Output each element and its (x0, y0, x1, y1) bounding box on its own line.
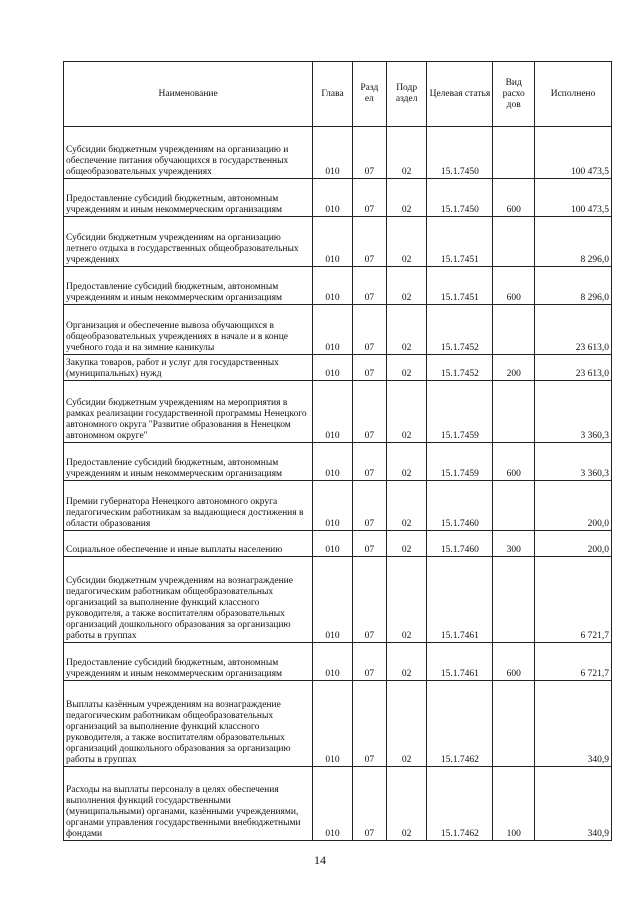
row-section: 07 (352, 179, 386, 217)
row-section: 07 (352, 767, 386, 841)
table-row (64, 481, 612, 531)
row-subsection: 02 (386, 767, 427, 841)
row-expense-type (493, 681, 535, 767)
table-row (64, 355, 612, 381)
row-subsection: 02 (386, 179, 427, 217)
row-amount: 340,9 (535, 767, 612, 841)
row-subsection: 02 (386, 681, 427, 767)
header-expense-type: Вид расхо дов (493, 62, 535, 127)
table-row (64, 531, 612, 557)
row-amount: 6 721,7 (535, 557, 612, 643)
row-expense-type (493, 557, 535, 643)
row-amount: 8 296,0 (535, 267, 612, 305)
row-expense-type (493, 217, 535, 267)
table-row (64, 557, 612, 643)
row-name: Субсидии бюджетным учреждениям на организацию и обеспечение питания обучающихся в государственных общеобразовательных учреждениях (64, 127, 313, 179)
table-body (64, 127, 612, 841)
row-expense-type: 600 (493, 643, 535, 681)
row-article: 15.1.7451 (427, 267, 493, 305)
table-header-row (64, 62, 612, 127)
row-amount: 6 721,7 (535, 643, 612, 681)
row-name: Закупка товаров, работ и услуг для государственных (муниципальных) нужд (64, 355, 313, 381)
row-amount: 100 473,5 (535, 127, 612, 179)
row-amount: 8 296,0 (535, 217, 612, 267)
table-row (64, 179, 612, 217)
row-name: Организация и обеспечение вывоза обучающихся в общеобразовательных учреждениях в начале и в конце учебного года и на зимние каникулы (64, 305, 313, 355)
row-section: 07 (352, 643, 386, 681)
row-name: Выплаты казённым учреждениям на вознаграждение педагогическим работникам общеобразовательных организаций за выполнение функций классного руководителя, а также воспитателям образовательных организаций дошкольного образования за организацию работы в группах (64, 681, 313, 767)
row-name: Субсидии бюджетным учреждениям на мероприятия в рамках реализации государственной программы Ненецкого автономного округа "Развитие образования в Ненецком автономном округе" (64, 381, 313, 443)
row-amount: 23 613,0 (535, 355, 612, 381)
row-name: Предоставление субсидий бюджетным, автономным учреждениям и иным некоммерческим организациям (64, 443, 313, 481)
row-chapter: 010 (313, 355, 353, 381)
row-article: 15.1.7460 (427, 481, 493, 531)
row-section: 07 (352, 127, 386, 179)
row-chapter: 010 (313, 767, 353, 841)
row-article: 15.1.7460 (427, 531, 493, 557)
table-row (64, 267, 612, 305)
row-chapter: 010 (313, 481, 353, 531)
row-chapter: 010 (313, 179, 353, 217)
row-subsection: 02 (386, 217, 427, 267)
row-amount: 23 613,0 (535, 305, 612, 355)
row-amount: 3 360,3 (535, 381, 612, 443)
row-subsection: 02 (386, 643, 427, 681)
row-article: 15.1.7459 (427, 443, 493, 481)
table-row (64, 381, 612, 443)
row-amount: 200,0 (535, 481, 612, 531)
row-name: Предоставление субсидий бюджетным, автономным учреждениям и иным некоммерческим организациям (64, 643, 313, 681)
row-article: 15.1.7452 (427, 305, 493, 355)
row-chapter: 010 (313, 305, 353, 355)
row-subsection: 02 (386, 531, 427, 557)
row-name: Субсидии бюджетным учреждениям на организацию летнего отдыха в государственных общеобразовательных учреждениях (64, 217, 313, 267)
table-row (64, 305, 612, 355)
row-subsection: 02 (386, 381, 427, 443)
row-subsection: 02 (386, 355, 427, 381)
table-row (64, 681, 612, 767)
row-article: 15.1.7452 (427, 355, 493, 381)
header-subsection: Подр аздел (386, 62, 427, 127)
row-section: 07 (352, 481, 386, 531)
row-expense-type (493, 481, 535, 531)
row-chapter: 010 (313, 217, 353, 267)
row-amount: 100 473,5 (535, 179, 612, 217)
row-chapter: 010 (313, 443, 353, 481)
header-target-article: Целевая статья (427, 62, 493, 127)
row-article: 15.1.7459 (427, 381, 493, 443)
table-row (64, 643, 612, 681)
row-subsection: 02 (386, 481, 427, 531)
row-chapter: 010 (313, 127, 353, 179)
budget-table (63, 61, 612, 841)
row-section: 07 (352, 305, 386, 355)
row-subsection: 02 (386, 127, 427, 179)
row-chapter: 010 (313, 643, 353, 681)
row-section: 07 (352, 267, 386, 305)
row-section: 07 (352, 557, 386, 643)
header-name: Наименование (64, 62, 313, 127)
row-amount: 3 360,3 (535, 443, 612, 481)
row-amount: 200,0 (535, 531, 612, 557)
row-article: 15.1.7450 (427, 179, 493, 217)
row-chapter: 010 (313, 531, 353, 557)
row-section: 07 (352, 381, 386, 443)
row-section: 07 (352, 217, 386, 267)
row-chapter: 010 (313, 557, 353, 643)
header-section: Разд ел (352, 62, 386, 127)
row-section: 07 (352, 355, 386, 381)
header-executed: Исполнено (535, 62, 612, 127)
row-expense-type (493, 305, 535, 355)
row-name: Расходы на выплаты персоналу в целях обеспечения выполнения функций государственными (муниципальными) органами, казёнными учреждениями, органами управления государственными внебюджетными фондами (64, 767, 313, 841)
row-article: 15.1.7462 (427, 767, 493, 841)
row-section: 07 (352, 681, 386, 767)
row-name: Предоставление субсидий бюджетным, автономным учреждениям и иным некоммерческим организациям (64, 267, 313, 305)
row-article: 15.1.7451 (427, 217, 493, 267)
row-expense-type: 100 (493, 767, 535, 841)
row-section: 07 (352, 443, 386, 481)
row-article: 15.1.7450 (427, 127, 493, 179)
row-amount: 340,9 (535, 681, 612, 767)
row-subsection: 02 (386, 305, 427, 355)
header-chapter: Глава (313, 62, 353, 127)
table-row (64, 127, 612, 179)
row-name: Премии губернатора Ненецкого автономного округа педагогическим работникам за выдающиеся достижения в области образования (64, 481, 313, 531)
row-expense-type (493, 381, 535, 443)
table-row (64, 217, 612, 267)
page-number: 14 (314, 853, 326, 867)
table-row (64, 767, 612, 841)
row-subsection: 02 (386, 557, 427, 643)
row-chapter: 010 (313, 267, 353, 305)
row-expense-type: 600 (493, 267, 535, 305)
row-chapter: 010 (313, 381, 353, 443)
row-expense-type: 600 (493, 443, 535, 481)
row-name: Социальное обеспечение и иные выплаты населению (64, 531, 313, 557)
row-expense-type (493, 127, 535, 179)
row-section: 07 (352, 531, 386, 557)
row-subsection: 02 (386, 443, 427, 481)
row-article: 15.1.7461 (427, 643, 493, 681)
row-article: 15.1.7461 (427, 557, 493, 643)
row-expense-type: 600 (493, 179, 535, 217)
row-article: 15.1.7462 (427, 681, 493, 767)
table-row (64, 443, 612, 481)
row-name: Предоставление субсидий бюджетным, автономным учреждениям и иным некоммерческим организациям (64, 179, 313, 217)
row-expense-type: 200 (493, 355, 535, 381)
row-expense-type: 300 (493, 531, 535, 557)
row-subsection: 02 (386, 267, 427, 305)
row-name: Субсидии бюджетным учреждениям на вознаграждение педагогическим работникам общеобразовательных организаций за выполнение функций классного руководителя, а также воспитателям образовательных организаций дошкольного образования за организацию работы в группах (64, 557, 313, 643)
row-chapter: 010 (313, 681, 353, 767)
